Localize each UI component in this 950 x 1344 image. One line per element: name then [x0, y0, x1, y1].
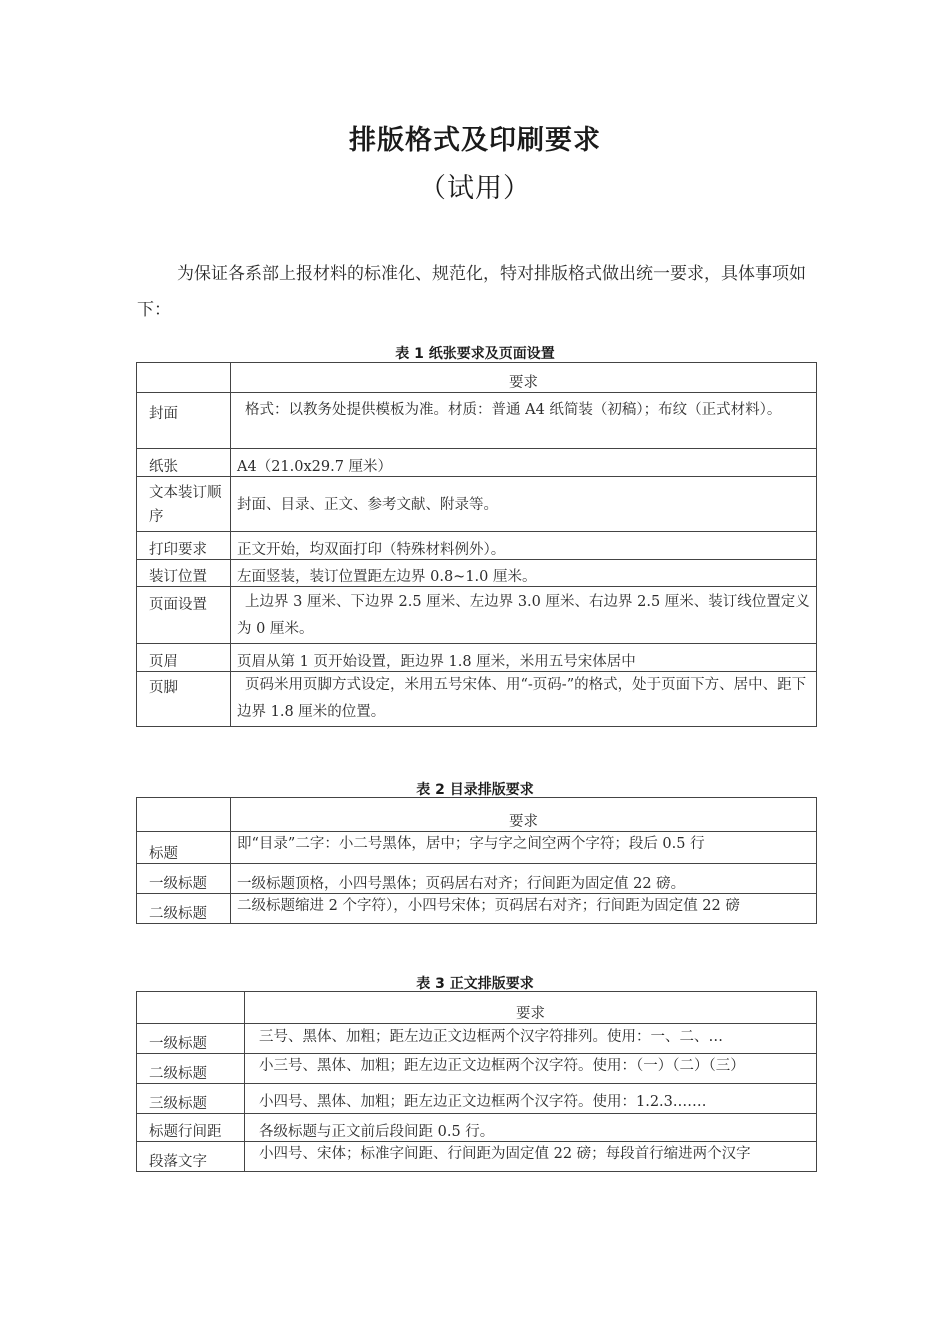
- table-row: [137, 1024, 817, 1054]
- row-label: 文本装订顺序: [137, 477, 231, 532]
- row-value: 页码米用页脚方式设定，米用五号宋体、用“-页码-”的格式，处于页面下方、居中、距下边界 1.8 厘米的位置。: [231, 672, 817, 727]
- table-row: [137, 1054, 817, 1084]
- row-label: 页脚: [137, 672, 231, 727]
- header-cell: 要求: [231, 798, 817, 832]
- row-label: 标题: [137, 832, 231, 864]
- row-value: [231, 894, 817, 924]
- table-header-row: [137, 798, 817, 832]
- row-value: [231, 832, 817, 864]
- row-label: 二级标题: [137, 894, 231, 924]
- table-row: [137, 449, 817, 477]
- table-header-row: [137, 363, 817, 393]
- header-empty-cell: [137, 363, 231, 393]
- table-toc-format: [136, 797, 817, 924]
- row-value-text: 小四号、宋体；标准字间距、行间距为固定值 22 磅；每段首行缩进两个汉字: [259, 1146, 751, 1162]
- row-value: 左面竖装，装订位置距左边界 0.8~1.0 厘米。: [231, 560, 817, 587]
- row-label: 页面设置: [137, 587, 231, 644]
- table-row: [137, 477, 817, 532]
- table-row: [137, 1142, 817, 1172]
- row-value: [245, 1024, 817, 1054]
- table-row: [137, 894, 817, 924]
- row-value: 封面、目录、正文、参考文献、附录等。: [231, 477, 817, 532]
- row-value: 小四号、黑体、加粗；距左边正文边框两个汉字符。使用：1.2.3.……: [245, 1084, 817, 1114]
- table-row: [137, 672, 817, 727]
- row-value: 格式：以教务处提供模板为准。材质：普通 A4 纸简装（初稿）；布纹（正式材料）。: [231, 393, 817, 449]
- table-row: [137, 393, 817, 449]
- row-value: 各级标题与正文前后段间距 0.5 行。: [245, 1114, 817, 1142]
- row-label: 页眉: [137, 644, 231, 672]
- table-row: [137, 587, 817, 644]
- row-label: 纸张: [137, 449, 231, 477]
- header-cell: 要求: [245, 992, 817, 1024]
- row-label: 一级标题: [137, 1024, 245, 1054]
- table-row: [137, 1114, 817, 1142]
- row-value-text: 小三号、黑体、加粗；距左边正文边框两个汉字符。使用：（一）（二）（三）: [259, 1058, 745, 1074]
- table-row: [137, 1084, 817, 1114]
- row-label: 装订位置: [137, 560, 231, 587]
- table-paper-settings: [136, 362, 817, 727]
- row-value: 正文开始，均双面打印（特殊材料例外）。: [231, 532, 817, 560]
- document-subtitle: （试用）: [419, 173, 531, 204]
- header-empty-cell: [137, 798, 231, 832]
- row-label: 标题行间距: [137, 1114, 245, 1142]
- table-row: [137, 644, 817, 672]
- table2-caption: 表 2 目录排版要求: [416, 782, 534, 798]
- row-value: A4（21.0x29.7 厘米）: [231, 449, 817, 477]
- row-value-text: 即“目录”二字：小二号黑体，居中；字与字之间空两个字符；段后 0.5 行: [237, 836, 705, 852]
- row-value: 页眉从第 1 页开始设置，距边界 1.8 厘米，米用五号宋体居中: [231, 644, 817, 672]
- intro-paragraph: 为保证各系部上报材料的标准化、规范化，特对排版格式做出统一要求，具体事项如下：: [137, 264, 806, 320]
- document-title: 排版格式及印刷要求: [349, 125, 601, 156]
- table-header-row: [137, 992, 817, 1024]
- header-empty-cell: [137, 992, 245, 1024]
- table-row: [137, 532, 817, 560]
- row-label: 二级标题: [137, 1054, 245, 1084]
- row-value: [245, 1142, 817, 1172]
- table-row: [137, 832, 817, 864]
- row-label: 封面: [137, 393, 231, 449]
- row-value: 一级标题顶格，小四号黑体；页码居右对齐；行间距为固定值 22 磅。: [231, 864, 817, 894]
- table3-caption: 表 3 正文排版要求: [416, 976, 534, 992]
- row-value-text: 三号、黑体、加粗；距左边正文边框两个汉字符排列。使用：一、二、…: [259, 1029, 723, 1045]
- row-label: 段落文字: [137, 1142, 245, 1172]
- table-body-format: [136, 991, 817, 1172]
- row-value: 上边界 3 厘米、下边界 2.5 厘米、左边界 3.0 厘米、右边界 2.5 厘米、装订线位置定义为 0 厘米。: [231, 587, 817, 644]
- row-label: 一级标题: [137, 864, 231, 894]
- table1-caption: 表 1 纸张要求及页面设置: [395, 346, 555, 362]
- row-value-text: 二级标题缩进 2 个字符），小四号宋体；页码居右对齐；行间距为固定值 22 磅: [237, 898, 740, 914]
- table-row: [137, 864, 817, 894]
- row-value: [245, 1054, 817, 1084]
- header-cell: 要求: [231, 363, 817, 393]
- row-label: 打印要求: [137, 532, 231, 560]
- table-row: [137, 560, 817, 587]
- row-label: 三级标题: [137, 1084, 245, 1114]
